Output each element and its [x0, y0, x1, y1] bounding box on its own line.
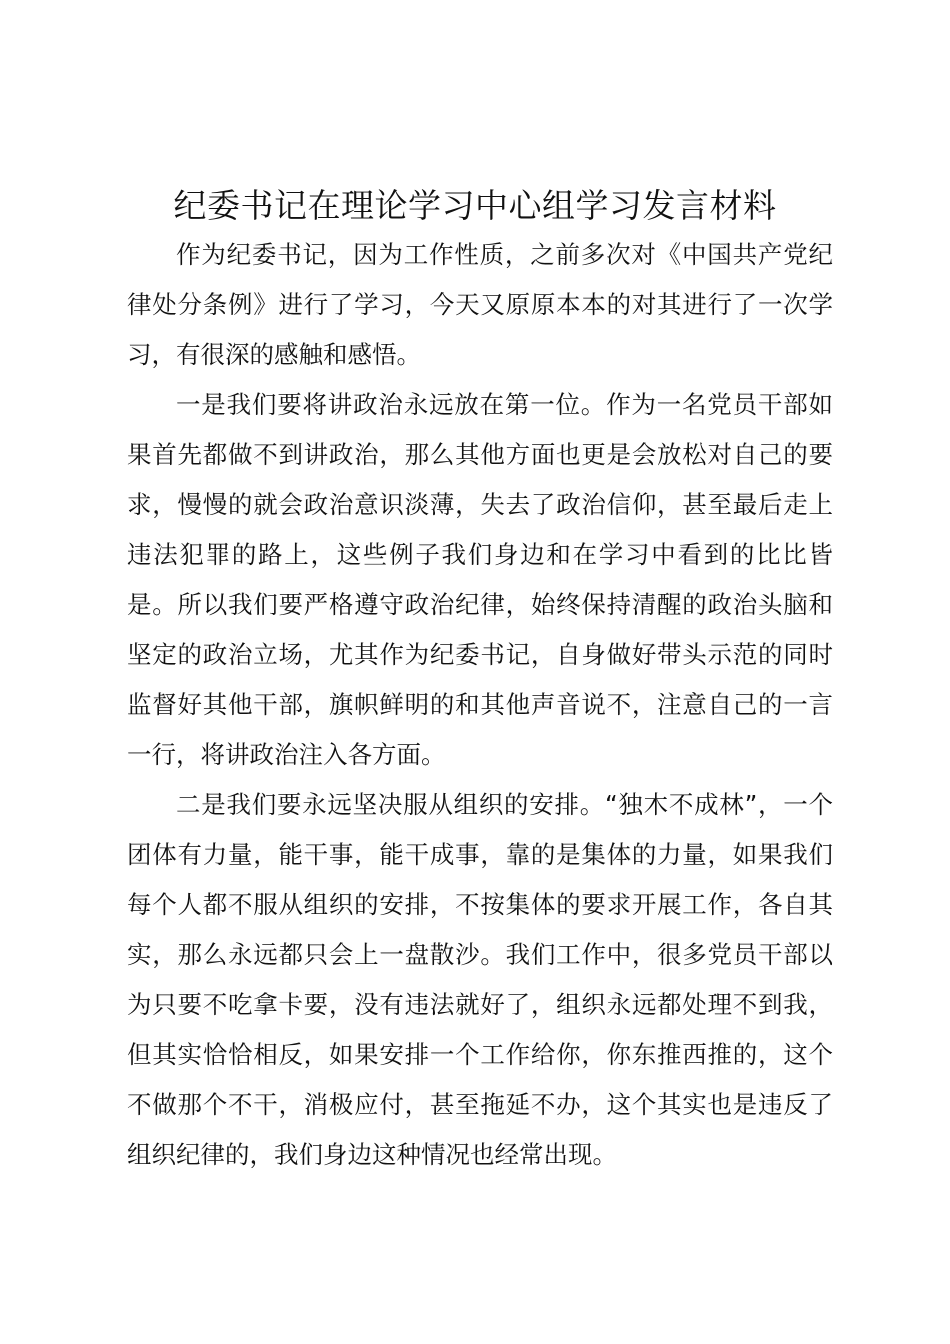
document-body	[127, 230, 833, 1180]
document-title: 纪委书记在理论学习中心组学习发言材料	[173, 186, 777, 225]
paragraph-intro: 作为纪委书记，因为工作性质，之前多次对《中国共产党纪律处分条例》进行了学习，今天又原原本本的对其进行了一次学习，有很深的感触和感悟。	[127, 240, 833, 369]
paragraph-point-one: 一是我们要将讲政治永远放在第一位。作为一名党员干部如果首先都做不到讲政治，那么其他方面也更是会放松对自己的要求，慢慢的就会政治意识淡薄，失去了政治信仰，甚至最后走上违法犯罪的路上，这些例子我们身边和在学习中看到的比比皆是。所以我们要严格遵守政治纪律，始终保持清醒的政治头脑和坚定的政治立场，尤其作为纪委书记，自身做好带头示范的同时监督好其他干部，旗帜鲜明的和其他声音说不，注意自己的一言一行，将讲政治注入各方面。	[127, 390, 833, 769]
paragraph-point-two: 二是我们要永远坚决服从组织的安排。“独木不成林”，一个团体有力量，能干事，能干成事，靠的是集体的力量，如果我们每个人都不服从组织的安排，不按集体的要求开展工作，各自其实，那么永远都只会上一盘散沙。我们工作中，很多党员干部以为只要不吃拿卡要，没有违法就好了，组织永远都处理不到我，但其实恰恰相反，如果安排一个工作给你，你东推西推的，这个不做那个不干，消极应付，甚至拖延不办，这个其实也是违反了组织纪律的，我们身边这种情况也经常出现。	[127, 790, 833, 1169]
